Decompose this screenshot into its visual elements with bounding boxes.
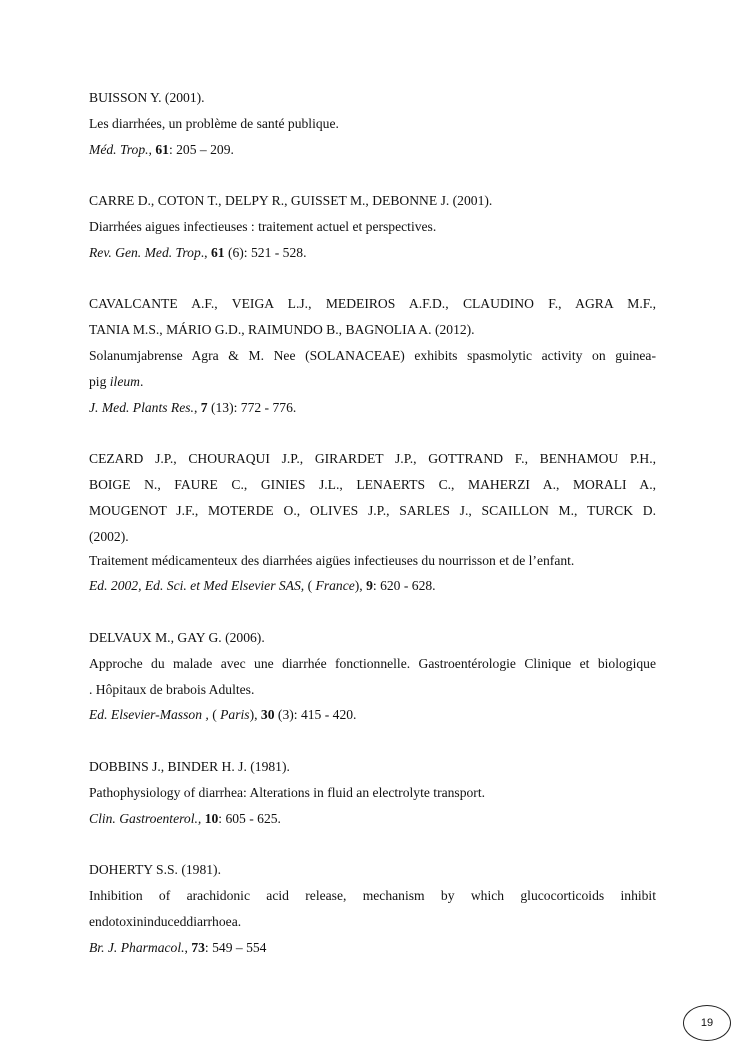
ref-journal: Clin. Gastroenterol., 10: 605 - 625. bbox=[89, 810, 281, 826]
ref-authors: DELVAUX M., GAY G. (2006). bbox=[89, 629, 265, 645]
ref-authors: BOIGE N., FAURE C., GINIES J.L., LENAERTS C., MAHERZI A., MORALI A., bbox=[89, 476, 656, 492]
ref-journal: J. Med. Plants Res., 7 (13): 772 - 776. bbox=[89, 399, 297, 415]
reference-carre bbox=[89, 191, 656, 268]
ref-authors: DOBBINS J., BINDER H. J. (1981). bbox=[89, 758, 290, 774]
ref-title: Traitement médicamenteux des diarrhées aigües infectieuses du nourrisson et de l’enfant. bbox=[89, 552, 575, 568]
ref-title: Pathophysiology of diarrhea: Alterations in fluid an electrolyte transport. bbox=[89, 784, 486, 800]
references-list bbox=[89, 88, 656, 963]
reference-delvaux bbox=[89, 628, 656, 731]
reference-dobbins bbox=[89, 757, 656, 834]
ref-authors: CAVALCANTE A.F., VEIGA L.J., MEDEIROS A.F.D., CLAUDINO F., AGRA M.F., bbox=[89, 296, 656, 312]
ref-authors: MOUGENOT J.F., MOTERDE O., OLIVES J.P., SARLES J., SCAILLON M., TURCK D. bbox=[89, 502, 656, 518]
ref-title: Inhibition of arachidonic acid release, mechanism by which glucocorticoids inhibit bbox=[89, 887, 656, 903]
reference-cezard bbox=[89, 449, 656, 602]
reference-cavalcante bbox=[89, 294, 656, 423]
ref-authors: DOHERTY S.S. (1981). bbox=[89, 862, 221, 878]
ref-title: Les diarrhées, un problème de santé publique. bbox=[89, 115, 339, 131]
ref-title: pig ileum. bbox=[89, 373, 144, 389]
ref-year: (2002). bbox=[89, 528, 129, 544]
ref-journal: Br. J. Pharmacol., 73: 549 – 554 bbox=[89, 939, 267, 955]
ref-authors: CARRE D., COTON T., DELPY R., GUISSET M., DEBONNE J. (2001). bbox=[89, 193, 493, 209]
ref-journal: Ed. Elsevier-Masson , ( Paris), 30 (3): 415 - 420. bbox=[89, 707, 357, 723]
ref-authors: BUISSON Y. (2001). bbox=[89, 90, 205, 105]
ref-title: Diarrhées aigues infectieuses : traitement actuel et perspectives. bbox=[89, 218, 437, 234]
page-number: 19 bbox=[683, 1005, 731, 1041]
ref-title: Solanumjabrense Agra & M. Nee (SOLANACEAE) exhibits spasmolytic activity on guinea- bbox=[89, 347, 656, 363]
ref-journal: Ed. 2002, Ed. Sci. et Med Elsevier SAS, ( France), 9: 620 - 628. bbox=[89, 578, 436, 594]
ref-journal: Méd. Trop., 61: 205 – 209. bbox=[89, 141, 234, 157]
ref-journal: Rev. Gen. Med. Trop., 61 (6): 521 - 528. bbox=[89, 244, 307, 260]
ref-title: endotoxininduceddiarrhoea. bbox=[89, 913, 242, 929]
reference-buisson bbox=[89, 88, 656, 165]
ref-title: . Hôpitaux de brabois Adultes. bbox=[89, 681, 255, 697]
ref-authors: CEZARD J.P., CHOURAQUI J.P., GIRARDET J.P., GOTTRAND F., BENHAMOU P.H., bbox=[89, 451, 656, 467]
reference-doherty bbox=[89, 860, 656, 963]
ref-authors: TANIA M.S., MÁRIO G.D., RAIMUNDO B., BAGNOLIA A. (2012). bbox=[89, 322, 475, 338]
ref-title: Approche du malade avec une diarrhée fonctionnelle. Gastroentérologie Clinique et biologique bbox=[89, 655, 656, 671]
